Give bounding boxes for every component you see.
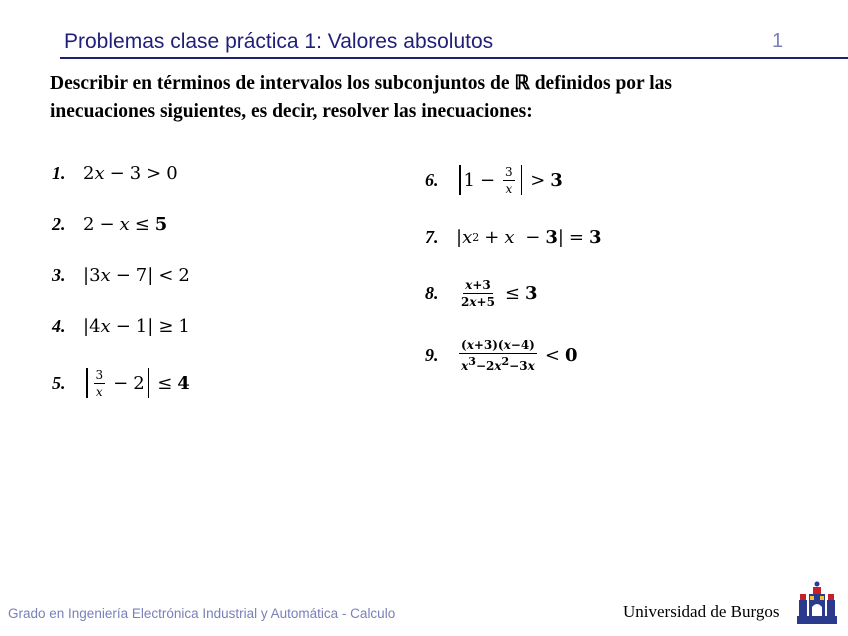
problem-number: 9. (425, 344, 439, 365)
problem-5 (52, 363, 190, 403)
problem-6 (425, 160, 563, 200)
problem-3 (52, 255, 190, 295)
problem-number: 3. (52, 264, 66, 285)
title-underline (60, 57, 848, 59)
university-crest-icon (793, 580, 841, 628)
page-number: 1 (772, 30, 784, 52)
problem-expression: | x 2 + x − 3 | = 3 (456, 226, 602, 248)
problem-number: 6. (425, 169, 439, 190)
problem-expression: 2 − x ≤ 5 (83, 213, 168, 235)
problem-7 (425, 217, 602, 257)
problem-9 (425, 335, 577, 375)
intro-line-1: Describir en términos de intervalos los subconjuntos de ℝ definidos por las (50, 73, 672, 94)
problem-1 (52, 153, 178, 193)
problem-number: 5. (52, 372, 66, 393)
problem-expression: 1 − $\frac{3}{x}$ > 3 (456, 165, 563, 196)
problem-expression: $\frac{(x+3)(x-4)}{x^3-2x^2-3x}$ < 0 (461, 337, 578, 373)
problem-expression: $\frac{x+3}{2x+5}$ ≤ 3 (461, 277, 538, 309)
problem-number: 4. (52, 315, 66, 336)
intro-line-2: inecuaciones siguientes, es decir, resolver las inecuaciones: (50, 101, 533, 122)
problem-number: 8. (425, 282, 439, 303)
problem-2 (52, 204, 167, 244)
problem-expression: |4 x − 1| ≥ 1 (83, 315, 190, 337)
problem-8 (425, 273, 538, 313)
problem-expression: 2 x − 3 > 0 (83, 162, 178, 184)
footer-university: Universidad de Burgos (623, 602, 780, 621)
page-title: Problemas clase práctica 1: Valores absolutos (64, 30, 494, 53)
problem-expression: $\frac{3}{x}$ − 2 ≤ 4 (83, 368, 190, 399)
problem-number: 2. (52, 213, 66, 234)
intro-text (50, 70, 750, 126)
problem-expression: |3 x − 7| < 2 (83, 264, 190, 286)
footer-course: Grado en Ingeniería Electrónica Industrial y Automática - Calculo (8, 606, 396, 621)
problem-number: 7. (425, 226, 439, 247)
problem-number: 1. (52, 162, 66, 183)
problem-4 (52, 306, 190, 346)
